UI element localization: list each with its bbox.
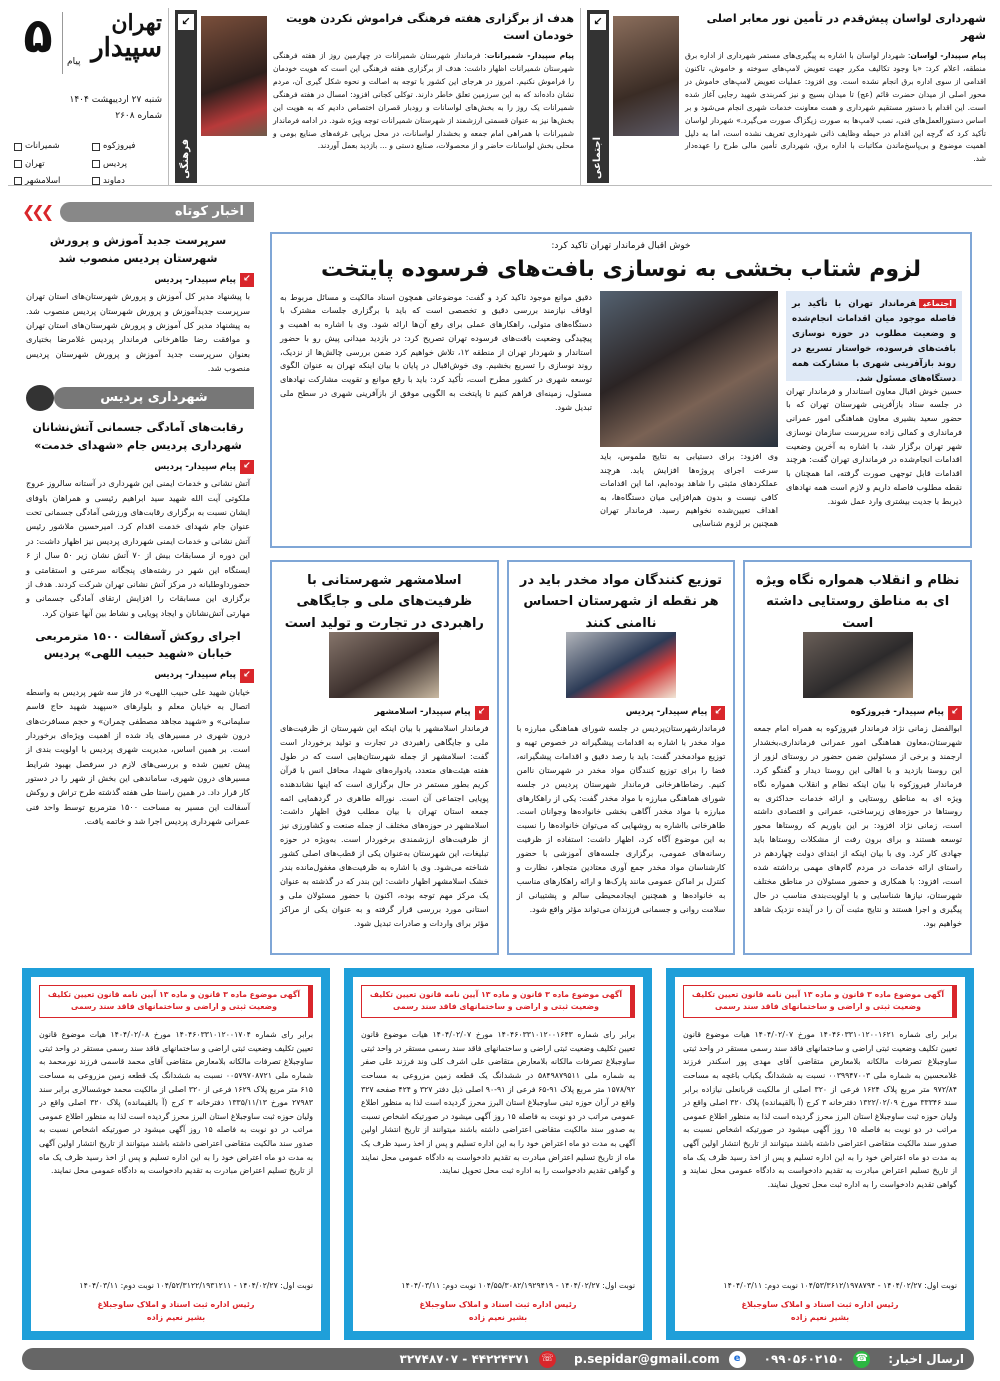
arrow-down-left-icon: ↙ [240, 273, 254, 287]
notice-header: آگهی موضوع ماده ۳ قانون و ماده ۱۳ آیین نامه قانون تعیین تکلیف وضعیت ثبتی و اراضی و ساختمانهای فاقد سند رسمی [683, 985, 957, 1018]
city-item: فیروزکوه [92, 140, 162, 153]
feature-text-column [280, 291, 592, 531]
logo-small: پیام [67, 57, 81, 68]
section-tag: اجتماعی [919, 299, 956, 308]
byline: ↙ پیام سپیدار- پردیس [22, 669, 254, 683]
phone-icon: ☏ [539, 1351, 556, 1368]
story-body: فرماندار اسلامشهر با بیان اینکه این شهرستان از ظرفیت‌های ملی و جایگاهی راهبردی در تجارت و تولید برخوردار است گفت: اسلامشهر از جمله شهرستان‌هایی است که در طول هفته هیئت‌های متعدد، یادواره‌های شهدا، محافل انس با قرآن کریم بطور مستمر در حال برگزاری است که اینها نشاندهنده پویایی اجتماعی آن است. نوراله طاهری در گردهمایی ائمه جمعه استان تهران با بیان مطلب فوق اظهار داشت: اسلامشهر در حوزه‌های مختلف از جمله صنعت و کشاورزی نیز از ظرفیت‌های ارزشمندی برخوردار است. به‌ویژه در حوزه تبلیغات، این شهرستان به‌عنوان یکی از قطب‌های اصلی کشور شناخته می‌شود. وی با اشاره به ظرفیت‌های مغفول‌مانده بندر خشک اسلامشهر اظهار داشت: این بندر که در گذشته به عنوان یک مرکز مهم توجه بوده، اکنون با حضور مسئولان ملی و استانی مورد بررسی قرار گرفته و به عنوان یکی از مراکز مؤثر برای واردات و صادرات تبدیل شود. [279, 723, 489, 928]
short-news-title: سرپرست جدید آموزش و پرورش شهرستان پردیس منصوب شد [49, 234, 227, 265]
feature-body-2: وی افزود: برای دستیابی به نتایج ملموس، باید سرعت اجرای پروژه‌ها افزایش یابد. هرچند عملکردهای مثبتی را شاهد بوده‌ایم، اما این اقدامات کافی نیست و بدون هم‌افزایی میان دستگاه‌ها، به اهداف تعیین‌شده نخواهیم رسید. فرماندار تهران همچنین بر لزوم شناسایی [600, 451, 778, 529]
story-row [270, 560, 972, 955]
checkbox-icon [14, 160, 22, 168]
feature-photo-column [600, 291, 778, 531]
feature-kicker: خوش اقبال فرماندار تهران تاکید کرد: [551, 241, 691, 251]
checkbox-icon [92, 160, 100, 168]
phone-contact[interactable]: ۳۲۷۴۸۷۰۷ - ۴۴۲۲۴۳۷۱ ☏ [400, 1350, 557, 1369]
notice-body: برابر رای شماره ۱۴۰۴۶۰۳۳۱۰۱۲۰۰۱۶۴۳ مورخ ۱۴۰۴/۰۲/۰۷ هیات موضوع قانون تعیین تکلیف وضعیت ثبتی اراضی و ساختمانهای فاقد سند رسمی مستقر در واحد ثبتی ساوجبلاغ تصرفات مالکانه بلامعارض متقاضی علی اشرف کلی وند فرزند علی صفر به شماره ملی ۵۸۴۹۸۷۹۵۱۱ در ششدانگ یک قطعه زمین مزروعی به مساحت ۱۵۷۸/۹۲ متر مربع پلاک ۹۱-۶۵ فرعی از ۹۱-۹۰ اصلی ذیل دفتر ۳۲۷ و ۴۲۴ صفحه ۳۲۷ واقع در آران حوزه ثبتی ساوجبلاغ استان البرز محرز گردیده است لذا به منظور اطلاع عمومی مراتب در دو نوبت به فاصله ۱۵ روز آگهی میشود در صورتیکه اشخاص نسبت به صدور سند مالکیت متقاضی اعتراضی داشته باشند میتوانند از تاریخ انتشار اولین آگهی به مدت دو ماه اعتراض خود را به این اداره تسلیم و پس از اخذ رسید ظرف یک ماه از تاریخ تسلیم اعتراض مبادرت به تقدیم دادخواست به دادگاه عمومی محل نمایند و گواهی تقدیم دادخواست را به اداره ثبت محل تحویل نمایند. [361, 1029, 636, 1176]
feature-article [270, 232, 972, 548]
issue-number: شماره ۲۶۰۸ [115, 111, 162, 122]
city-list [14, 140, 162, 188]
story-card [270, 560, 499, 955]
city-item: تهران [14, 158, 84, 171]
story-title: نظام و انقلاب همواره نگاه ویژه ای به مناطق روستایی داشته است [755, 573, 960, 631]
arrow-down-left-icon: ↙ [948, 706, 962, 720]
story-photo [329, 632, 439, 698]
arrow-down-left-icon: ↙ [475, 706, 489, 720]
story-title: توزیع کنندگان مواد مخدر باید در هر نقطه از شهرستان احساس ناامنی کنند [519, 573, 723, 631]
story-title: اسلامشهر شهرستانی با ظرفیت‌های ملی و جایگاهی راهبردی در تجارت و تولید است [284, 573, 484, 631]
top-story-culture [168, 8, 580, 185]
notice-signature: رئیس اداره ثبت اسناد و املاک ساوجبلاغ بشیر نعیم زاده [419, 1299, 577, 1323]
story-title: هدف از برگزاری هفته فرهنگی فراموش نکردن هویت خودمان است [286, 12, 574, 43]
story-title: شهرداری لواسان پیش‌قدم در تأمین نور معابر اصلی شهر [706, 12, 986, 43]
checkbox-icon [14, 143, 22, 151]
short-news-header: ❮❮❮ اخبار کوتاه [22, 200, 254, 224]
city-item: اسلامشهر [14, 175, 84, 188]
arrow-down-left-icon: ↙ [240, 460, 254, 474]
top-story-social [580, 8, 992, 185]
story-card [743, 560, 972, 955]
arrow-down-left-icon: ↙ [178, 14, 194, 30]
muni-story-body: آتش نشانی و خدمات ایمنی این شهرداری در آستانه سالروز عروج ملکوتی آیت الله شهید سید ابراهیم رئیسی و همراهان باوفای ایشان نسبت به برگزاری رقابت‌های ورزشی آمادگی جسمانی تحت عنوان جام شهدای خدمت اقدام کرد. امیرحسین ملاشور رئیس آتش نشانی و خدمات ایمنی شهرداری پردیس نیز اظهار داشت: در این دوره از مسابقات بیش از ۷۰ آتش نشان زیر ۵۰ سال از ۶ ایستگاه این شهر در رشته‌های پنجگانه سرعتی و استقامتی و حضورداوطلبانه در مرکز آتش نشانی تهران شرکت کردند. هدف از برگزاری این مسابقات را افزایش ارتقای آمادگی جسمانی و مهارتی آتش‌نشانان و ایجاد پویایی و نشاط بین آنها عنوان کرد. [26, 478, 251, 618]
story-body: پیام سپیدار- شمیرانات: فرماندار شهرستان شمیرانات در چهارمین روز از هفته فرهنگی شهرستان شمیرانات اظهار داشت: هدف از برگزاری هفته فرهنگی این است که هویت خودمان را فراموش نکنیم. امروز در هرجای این کشور با توجه به اصالت و نحوه شکل گیری آن، مردم نشان داده‌اند که به این سرزمین تعلق خاطر دارند. توکلی کجانی افزود: امسال در هفته فرهنگی شمیرانات یک روز را به بخش‌های لواسانات و رودبار قصران اختصاص دادیم که به هویت این بخش‌ها نیز به عنوان قسمتی ارزشمند از شهرستان شمیرانات توجه ویژه شود. در ادامه فرماندار شمیرانات با همراهی امام جمعه و بخشدار لواسانات، در محل برپایی غرفه‌های صنایع بومی و محلی بخش لواسانات حاضر و از محصولات، صنایع دستی و ... بازدید بعمل آوردند. [273, 51, 574, 151]
notice-body: برابر رای شماره ۱۴۰۴۶۰۳۳۱۰۱۲۰۰۱۷۰۴ مورخ ۱۴۰۴/۰۲/۰۸ هیات موضوع قانون تعیین تکلیف وضعیت ثبتی اراضی و ساختمانهای فاقد سند رسمی مستقر در واحد ثبتی ساوجبلاغ تصرفات مالکانه بلامعارض متقاضی آقای محمد قاسمی فرزند نورمحمد به شماره ملی ۰۰۵۷۹۷۰۸۷۲۱ نسبت به ششدانگ یک قطعه زمین مزروعی به مساحت ۶۱۵ متر مربع پلاک ۱۶۲۹ فرعی از ۳۲۰ اصلی از مالکیت محمد خوشسالاری برابر سند ۲۷۹۸۳ مورخ ۱۳۳۵/۱۱/۱۳ دفترخانه ۳ کرج (آ بالقیمانده) پلاک ۳۲۰ اصلی واقع در ولیان حوزه ثبت ساوجبلاغ استان البرز محرز گردیده است لذا به منظور اطلاع عمومی مراتب در دو نوبت به فاصله ۱۵ روز آگهی میشود در صورتیکه اشخاص نسبت به صدور سند مالکیت متقاضی اعتراضی داشته باشند میتوانند از تاریخ انتشار اولین آگهی به مدت دو ماه اعتراض خود را به این اداره تسلیم و پس از اخذ رسید ظرف یک ماه از تاریخ تسلیم اعتراض مبادرت به تقدیم دادخواست به دادگاه عمومی محل نمایند. [39, 1029, 314, 1176]
notice-card [666, 968, 974, 1340]
footer-label: ارسال اخبار: [888, 1351, 964, 1366]
arrow-down-left-icon: ↙ [240, 669, 254, 683]
contact-footer [22, 1348, 974, 1370]
checkbox-icon [92, 143, 100, 151]
city-item: پردیس [92, 158, 162, 171]
short-news-body: با پیشنهاد مدیر کل آموزش و پرورش شهرستان‌های استان تهران سرپرست جدیدآموزش و پرورش شهرستان پردیس منصوب شد. به پیشنهاد مدیر کل آموزش و پرورش شهرستان‌های استان تهران و موافقت رضا طاهرخانی فرماندار پردیس غلامرضا بختیاری بعنوان سرپرست جدید آموزش و پرورش شهرستان پردیس منصوب شد. [26, 291, 250, 373]
issue-date: شنبه ۲۷ اردیبهشت ۱۴۰۴ [69, 95, 162, 105]
byline: ↙ پیام سپیدار- فیروزکوه [753, 706, 962, 720]
muni-story-title: اجرای روکش آسفالت ۱۵۰۰ مترمربعی خیابان «شهید حبیب اللهی» پردیس [35, 629, 241, 661]
municipality-emblem-icon [26, 385, 54, 411]
whatsapp-contact[interactable]: ۰۹۹۰۵۶۰۲۱۵۰ ☎ [764, 1350, 871, 1369]
logo-top: تهران [111, 10, 162, 36]
story-card [507, 560, 736, 955]
notice-signature: رئیس اداره ثبت اسناد و املاک ساوجبلاغ بشیر نعیم زاده [97, 1299, 255, 1323]
notice-card [22, 968, 330, 1340]
masthead [8, 8, 168, 185]
section-label: فرهنگی [180, 139, 192, 179]
checkbox-icon [14, 177, 22, 185]
logo-main: سپیدار [91, 33, 162, 63]
feature-photo [600, 291, 778, 448]
story-photo [566, 632, 676, 698]
feature-body-1: حسین خوش اقبال معاون استاندار و فرماندار تهران در جلسه ستاد بازآفرینی شهرستان تهران که با حضور سعید بشیری معاون هماهنگی امور عمرانی فرمانداری و کمالی زاده سرپرست سازمان نوسازی شهر تهران برگزار شد، با اشاره به آخرین وضعیت اقدامات انجام‌شده در فرمانداری تهران گفت: هرچند اقدامات قابل توجهی صورت گرفته، اما همچنان با نقطه مطلوب فاصله داریم و لازم است همه نهادهای ذیربط با جدیت بیشتری وارد عمل شوند. [786, 385, 962, 506]
notice-signature: رئیس اداره ثبت اسناد و املاک ساوجبلاغ بشیر نعیم زاده [741, 1299, 899, 1323]
chevron-left-icon: ❮❮❮ [22, 201, 51, 221]
notice-body: برابر رای شماره ۱۴۰۴۶۰۳۳۱۰۱۲۰۰۱۶۲۱ مورخ ۱۴۰۴/۰۲/۰۷ هیات موضوع قانون تعیین تکلیف وضعیت ثبتی اراضی و ساختمانهای فاقد سند رسمی مستقر در واحد ثبتی ساوجبلاغ تصرفات مالکانه بلامعارض متقاضی آقای مهدی پور اسکندر فرزند غلامحسین به شماره ملی ۰۰۳۹۹۴۷۰۰۳ نسبت به ششدانگ یکباب باغچه به مساحت ۹۷۲/۸۴ متر مربع پلاک ۱۶۲۴ فرعی از ۳۲۰ اصلی از مالکیت قربانعلی نیازاده برابر سند ۳۳۳۴۶ مورخ ۱۳۲۲/۰۲/۰۹ دفترخانه ۳ کرج (آ بالقیمانده) پلاک ۳۲۰ اصلی واقع در ولیان حوزه ثبت ساوجبلاغ استان البرز محرز گردیده است لذا به منظور اطلاع عمومی مراتب در دو نوبت به فاصله ۱۵ روز آگهی میشود در صورتیکه اشخاص نسبت به صدور سند مالکیت متقاضی اعتراضی داشته باشند میتوانند از تاریخ انتشار اولین آگهی به مدت دو ماه اعتراض خود را به این اداره تسلیم و پس از اخذ رسید ظرف یک ماه از تاریخ تسلیم اعتراض مبادرت به تقدیم دادخواست به دادگاه عمومی محل نمایند و گواهی تقدیم دادخواست را به اداره ثبت محل تحویل نمایند. [683, 1029, 958, 1189]
story-photo [613, 16, 679, 136]
story-body: فرماندارشهرستان‌پردیس در جلسه شورای هماهنگی مبارزه با مواد مخدر با اشاره به اقدامات پیشگیرانه در خصوص تهیه و توزیع موادمخدر گفت: باید با رصد دقیق و اقدامات پیشگیرانه، فضا را برای توزیع کنندگان مواد مخدر در شهرستان ناامن کنیم. رضاطاهرخانی فرماندار شهرستان پردیس در جلسه شورای هماهنگی مبارزه با مواد مخدر گفت: یکی از راهکارهای مبارزه با مواد مخدر آگاهی بخشی خانواده‌ها وجوانان است. طاهرخانی بااشاره به روشهایی که می‌توان خانواده‌ها را نسبت به این موضوع آگاه کرد، اظهار داشت: استفاده از ظرفیت رسانه‌های عمومی، برگزاری جلسه‌های آموزشی با حضور کارشناسان مواد مخدر جمع آوری معتادین متجاهر، نظارت و کنترل بر اماکن عمومی مانند پارک‌ها و ارائه راهکارهای مناسب به خانواده‌ها و همچنین ایجادمحیطی سالم و پشتیبانی از سلامت روانی و جسمانی فرزندان می‌تواند مؤثر واقع شود. [516, 723, 726, 914]
notice-numbers: نوبت اول: ۱۴۰۴/۰۲/۲۷ - ۱۰۴/۵۵/۳۰۸۲/۱۹۲۹۴۱۹ نوبت دوم: ۱۴۰۴/۰۳/۱۱ [401, 1280, 635, 1290]
legal-notices [22, 968, 974, 1340]
feature-title: لزوم شتاب بخشی به نوسازی بافت‌های فرسوده پایتخت [320, 256, 922, 282]
notice-numbers: نوبت اول: ۱۴۰۴/۰۲/۲۷ - ۱۰۴/۵۲/۳۱۲۲/۱۹۳۱۲۱۱ نوبت دوم: ۱۴۰۴/۰۳/۱۱ [79, 1280, 313, 1290]
muni-story-body: خیابان شهید علی حبیب اللهی» در فاز سه شهر پردیس به واسطه اتصال به خیابان معلم و بلوارهای «سپهبد شهید حاج قاسم سلیمانی» و «شهید مجاهد مصطفی چمران» و حجم مسافرت‌های درون شهری در مسیرهای یاد شده از اهمیت ویژه‌ای برخوردار است. بر همین اساس، مدیریت شهری پردیس با اولویت بندی از پیش تعیین شده و بررسی‌های لازم در سرفصل بهبود شرایط مسیرهای درون شهری، ساماندهی این بخش از شهر را در دستور کار قرار داد. در همین راستا طی هفته گذشته طرح تراش و روکش آسفالت این مسیر به مساحت ۱۵۰۰ مترمربع توسط واحد فنی عمرانی شهرداری پردیس اجرا شد و خاتمه یافت. [26, 687, 250, 827]
municipality-header: شهرداری پردیس [22, 385, 254, 411]
top-strip [8, 8, 992, 186]
notice-header: آگهی موضوع ماده ۳ قانون و ماده ۱۳ آیین نامه قانون تعیین تکلیف وضعیت ثبتی و اراضی و ساختمانهای فاقد سند رسمی [361, 985, 635, 1018]
byline: ↙ پیام سپیدار- پردیس [22, 460, 254, 474]
story-photo [803, 632, 913, 698]
byline: ↙ پیام سپیدار- اسلامشهر [280, 706, 489, 720]
section-label: اجتماعی [592, 136, 604, 179]
arrow-down-left-icon: ↙ [590, 14, 606, 30]
page-number: ۵ [23, 8, 53, 64]
email-icon: e [729, 1351, 746, 1368]
logo [62, 12, 162, 74]
feature-lead-column [786, 291, 962, 531]
arrow-down-left-icon: ↙ [711, 706, 725, 720]
checkbox-icon [92, 177, 100, 185]
section-band [587, 10, 609, 183]
feature-lead: اجتماعیفرماندار تهران با تأکید بر فاصله موجود میان اقدامات انجام‌شده و وضعیت مطلوب در حوزه نوسازی بافت‌های فرسوده، خواستار تسریع در روند بازآفرینی شهری با مشارکت همه دستگاه‌های مسئول شد. [786, 291, 962, 381]
city-item: شمیرانات [14, 140, 84, 153]
byline: ↙ پیام سپیدار- پردیس [517, 706, 726, 720]
feature-body-3: دقیق موانع موجود تاکید کرد و گفت: موضوعاتی همچون اسناد مالکیت و مسائل مربوط به اوقاف نیازمند بررسی دقیق و تخصصی است که باید با برگزاری جلسات مشترک با دستگاه‌های متولی، راهکارهای عملی برای رفع آن‌ها ارائه شود. وی با اشاره به اهمیت و پیچیدگی وضعیت بافت‌های فرسوده تهران تصریح کرد: در بازدید میدانی پیش رو با حضور استاندار و شهردار تهران از منطقه ۱۲، تلاش خواهیم کرد ضمن بررسی چالش‌ها از نزدیک، روند نوسازی را تسریع بخشیم. وی خوش‌اقبال در پایان با بیان اینکه تهران به عنوان الگوی توسعه شهری در کشور مطرح است، تأکید کرد: باید با رفع موانع و تقویت مشارکت نهادهای مسئول، زمینه‌ای فراهم کنیم تا پایتخت به الگویی موفق از بازآفرینی شهری در سطح ملی تبدیل شود. [280, 291, 592, 412]
story-photo [201, 16, 267, 136]
byline: ↙ پیام سپیدار- پردیس [22, 273, 254, 287]
notice-card [344, 968, 652, 1340]
city-item: دماوند [92, 175, 162, 188]
story-body: پیام سپیدار- لواسان: شهردار لواسان با اشاره به پیگیری‌های مستمر شهرداری از اداره برق منطقه، اعلام کرد: «با وجود تکالیف مکرر جهت تعویض لامپ‌های سوخته و خاموش، تاکنون اقدامی از سوی اداره برق انجام نشده است. وی افزود: عملیات تعویض لامپ‌های خاموش در محور اصلی از میدان حضرت قائم (عج) تا میدان بسیج و نیز کمربندی شهید رجایی آغاز شده است. این اقدام با دستور مستقیم شهرداری و همت معاونت خدمات شهری انجام می‌شود و بر اساس دستورالعمل‌های فنی، نصب لامپ‌ها به صورت زیگزاگ صورت می‌گیرد.» شهردار لواسان تأکید کرد که گرچه این اقدام در حیطه وظایف ذاتی شهرداری تعریف نشده است، اما به دلیل اهمیت موضوع و بی‌پاسخ‌ماندن مکاتبات با اداره برق، شهرداری تأمین مالی طرح را عهده‌دار شد. [685, 51, 986, 164]
story-body: ابوالفضل زمانی نژاد فرماندار فیروزکوه به همراه امام جمعه شهرستان،معاون هماهنگی امور عمرانی فرمانداری،بخشدار ارجمند و برخی از مسئولین ضمن حضور در روستای لزور از این روستا بازدید و با اهالی این روستا دیدار و گفتگو کرد. فرماندار فیروزکوه با بیان اینکه نظام و انقلاب همواره نگاه ویژه ای به مناطق روستایی و ارائه خدمات حداکثری به روستاها در حوزه‌های زیرساختی، عمرانی و اقتصادی داشته است، زمانی نژاد افزود: بر این باوریم که روستاها محور توسعه هستند و برای برون رفت از مشکلات روستاها باید جهادی کار کرد. وی با بیان اینکه از ابتدای دولت چهاردهم در راستای ارائه خدمات در مردم گام‌های مهمی برداشته شده است، افزود: با همکاری و حضور مسئولان در مناطق مختلف شهرستان، نیازها شناسایی و با اولویت‌بندی مناسب در حال پیگیری و اجرا هستند و نتایج مثبت آن را در آینده نزدیک شاهد خواهیم بود. [753, 723, 962, 928]
notice-header: آگهی موضوع ماده ۳ قانون و ماده ۱۳ آیین نامه قانون تعیین تکلیف وضعیت ثبتی و اراضی و ساختمانهای فاقد سند رسمی [39, 985, 313, 1018]
email-contact[interactable]: p.sepidar@gmail.com e [574, 1350, 746, 1369]
notice-numbers: نوبت اول: ۱۴۰۴/۰۲/۲۷ - ۱۰۴/۵۳/۳۶۱۲/۱۹۷۸۷۹۴ نوبت دوم: ۱۴۰۴/۰۳/۱۱ [723, 1280, 957, 1290]
section-band [175, 10, 197, 183]
whatsapp-icon: ☎ [853, 1351, 870, 1368]
muni-story-title: رقابت‌های آمادگی جسمانی آتش‌نشانان شهرداری پردیس جام «شهدای خدمت» [32, 421, 244, 452]
